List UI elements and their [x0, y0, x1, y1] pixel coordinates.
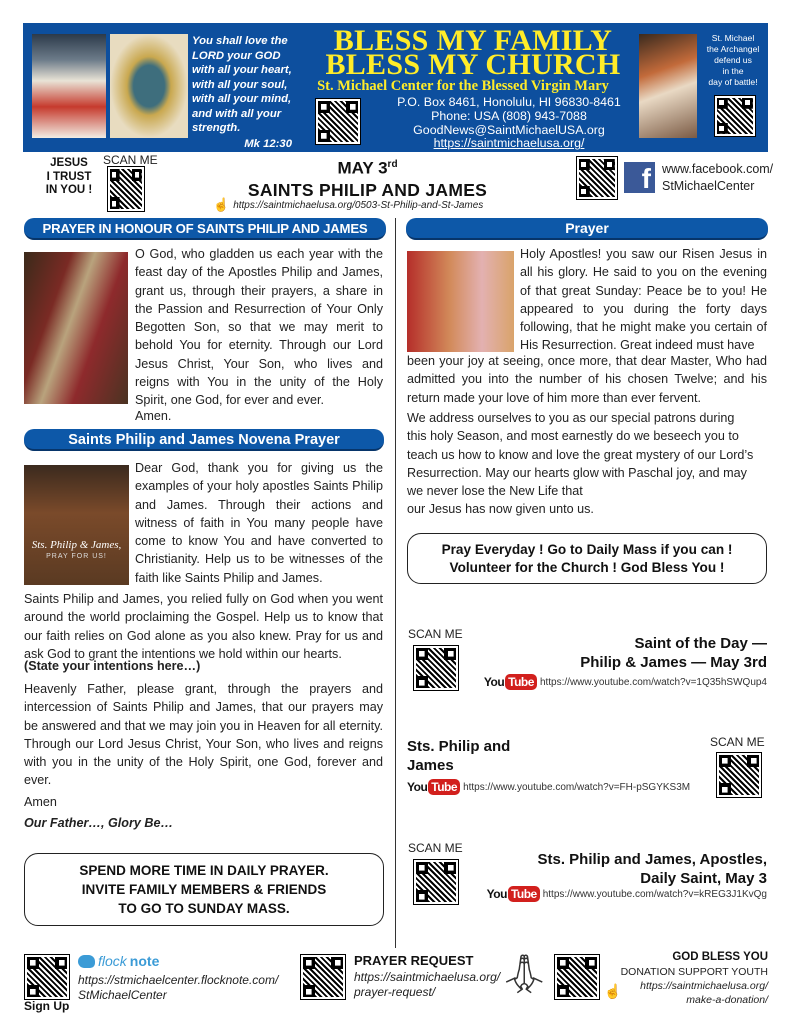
- michael-line: in the: [722, 66, 744, 76]
- daily-prayer-callout: [24, 853, 384, 926]
- video-url-link[interactable]: https://www.youtube.com/watch?v=kREG3J1KvQg: [542, 888, 767, 900]
- callout-line: TO GO TO SUNDAY MASS.: [118, 901, 290, 916]
- pointing-hand-icon: ☝: [213, 197, 230, 212]
- scan-me-label: SCAN ME: [408, 841, 463, 855]
- verse-line: with all your soul,: [192, 78, 288, 91]
- donation-url-line: https://saintmichaelusa.org/: [640, 980, 768, 992]
- date-text: MAY 3: [337, 158, 388, 178]
- address: P.O. Box 8461, Honolulu, HI 96830-8461: [397, 95, 621, 109]
- qr-code-icon[interactable]: [414, 860, 458, 904]
- prayer-request-link[interactable]: [354, 970, 500, 1000]
- scan-me-label: SCAN ME: [710, 735, 765, 749]
- st-michael-prayer: [701, 33, 765, 88]
- donation-subtitle: DONATION SUPPORT YOUTH: [620, 966, 768, 978]
- column-divider: [395, 218, 396, 948]
- section-title-novena: Saints Philip and James Novena Prayer: [24, 429, 384, 451]
- donation-link[interactable]: [640, 979, 768, 1007]
- flocknote-icon: [78, 955, 95, 968]
- novena-text-2: Saints Philip and James, you relied fully on God when you went around the world proclaiming the Gospel. Help us to know that our faith relies on God alone as you also knew. Pray for us and ask God to grant the intentions we hold within our hearts.: [24, 592, 383, 661]
- feast-date: [225, 155, 510, 179]
- amen-text: Amen: [24, 795, 57, 809]
- verse-line: and with all your: [192, 107, 282, 120]
- section-title-prayer-in-honour: PRAYER IN HONOUR OF SAINTS PHILIP AND JAMES: [24, 218, 386, 240]
- michael-line: St. Michael: [711, 33, 755, 43]
- divine-mercy-image: [32, 34, 106, 138]
- email-link[interactable]: GoodNews@SaintMichaelUSA.org: [413, 122, 605, 137]
- prayer-request-title: PRAYER REQUEST: [354, 953, 474, 968]
- callout-line: SPEND MORE TIME IN DAILY PRAYER.: [79, 863, 329, 878]
- video-title-line: Saint of the Day —: [634, 635, 767, 652]
- video-link-row[interactable]: [484, 674, 767, 690]
- video-title-line: Daily Saint, May 3: [640, 870, 767, 887]
- video-link-row[interactable]: [407, 779, 690, 795]
- feast-url-link[interactable]: https://saintmichaelusa.org/0503-St-Philip-and-St-James: [233, 199, 484, 211]
- st-michael-image: [639, 34, 697, 138]
- youtube-icon: [487, 886, 540, 902]
- video-title: [470, 634, 767, 672]
- contact-info: [363, 96, 655, 151]
- video-title: [470, 850, 767, 888]
- michael-line: day of battle!: [708, 77, 758, 87]
- title-line-1: BLESS MY FAMILY: [333, 24, 613, 57]
- prayer-text-2: been your joy at seeing, once more, that dear Master, Who had admitted you into the number of his chosen Twelve; and his return made your love of him more than ever fervent.: [407, 354, 767, 405]
- flocknote-name-b: note: [129, 953, 160, 969]
- scan-me-label: SCAN ME: [408, 627, 463, 641]
- facebook-url-line: StMichaelCenter: [662, 179, 755, 193]
- pointing-hand-icon: ☝: [604, 983, 622, 999]
- video-title: [407, 737, 567, 775]
- image-caption: Sts. Philip & James,: [31, 539, 122, 551]
- flocknote-url-line: https://stmichaelcenter.flocknote.com/: [78, 973, 279, 987]
- youtube-icon: [407, 779, 460, 795]
- video-url-link[interactable]: https://www.youtube.com/watch?v=FH-pSGYKS3M: [463, 781, 691, 793]
- saints-painting-image: [24, 252, 128, 404]
- qr-code-icon[interactable]: [25, 955, 69, 999]
- youtube-you: You: [407, 780, 428, 794]
- phone: Phone: USA (808) 943-7088: [431, 108, 587, 123]
- prayer-line: we never lose the New Life that: [407, 484, 583, 499]
- callout-line: INVITE FAMILY MEMBERS & FRIENDS: [81, 882, 327, 897]
- jesus-line: IN YOU !: [45, 184, 93, 196]
- qr-code-icon[interactable]: [717, 753, 761, 797]
- section-title-prayer: Prayer: [406, 218, 768, 240]
- novena-text-1: Dear God, thank you for giving us the examples of your holy apostles Saints Philip and James. Through their actions and witness of faith in You many people have come to know You and have converted to Christianity. Help us to be witnesses of the faith like Saints Philip and James.: [135, 461, 383, 585]
- sign-up-label: Sign Up: [24, 999, 70, 1013]
- verse-line: strength.: [192, 122, 241, 134]
- flocknote-name-a: flock: [98, 953, 127, 969]
- praying-hands-icon: 🙏︎: [500, 954, 549, 996]
- prayer-text-3: [407, 409, 777, 519]
- jesus-line: I TRUST: [46, 170, 92, 183]
- saints-icon-image: [24, 465, 129, 585]
- donation-url-line: make-a-donation/: [686, 994, 768, 1006]
- intentions-line: (State your intentions here…): [24, 659, 201, 673]
- date-suffix: rd: [387, 159, 398, 170]
- our-lady-of-guadalupe-image: [110, 34, 188, 138]
- prayer-text-1: Holy Apostles! you saw our Risen Jesus in all his glory. He said to you on the evening of that great Sunday: Peace be to you! He appeared to you during the forty days following, that he might make you certain of His Resurrection. Great indeed must have: [520, 247, 767, 353]
- video-title-line: Philip & James — May 3rd: [580, 654, 767, 671]
- youtube-tube: Tube: [505, 674, 537, 690]
- verse-line: with all your mind,: [192, 93, 292, 105]
- qr-code-icon[interactable]: [715, 96, 755, 136]
- jesus-line: JESUS: [50, 157, 88, 169]
- verse-reference: Mk 12:30: [244, 137, 292, 150]
- header-banner: [23, 23, 768, 152]
- video-title-line: Sts. Philip and: [407, 738, 511, 755]
- video-link-row[interactable]: [487, 886, 767, 902]
- title-line-2: BLESS MY CHURCH: [325, 48, 621, 81]
- website-link[interactable]: https://saintmichaelusa.org/: [433, 136, 585, 151]
- youtube-you: You: [486, 887, 507, 901]
- feast-name: SAINTS PHILIP AND JAMES: [247, 179, 488, 200]
- qr-code-icon[interactable]: [414, 646, 458, 690]
- qr-code-icon[interactable]: [555, 955, 599, 999]
- novena-text-3: Heavenly Father, please grant, through the prayers and intercession of Saints Philip and James, that our prayers may be answered and that we may join you in Heaven for all eternity. Through our Lord Jesus Christ, Your Son, who lives and reigns with you in the unity of the Holy Spirit, one God, forever and ever.: [24, 682, 383, 788]
- video-title-line: Sts. Philip and James, Apostles,: [537, 851, 767, 868]
- god-bless-you-title: GOD BLESS YOU: [672, 951, 768, 963]
- closing-prayers: Our Father…, Glory Be…: [24, 816, 174, 830]
- youtube-you: You: [483, 675, 505, 689]
- organization-name: St. Michael Center for the Blessed Virgin Mary: [317, 78, 609, 94]
- prayer-line: our Jesus has now given unto us.: [407, 502, 594, 517]
- prayer-line: teach us how to know and love the great mystery of our Lord’s: [407, 447, 754, 462]
- michael-line: the Archangel: [706, 44, 760, 54]
- facebook-url-line: www.facebook.com/: [662, 162, 774, 176]
- qr-code-icon[interactable]: [301, 955, 345, 999]
- video-url-link[interactable]: https://www.youtube.com/watch?v=1Q35hSWQup4: [539, 676, 767, 688]
- facebook-link[interactable]: [662, 161, 773, 195]
- prayer-line: this holy Season, and most earnestly do we beseech you to: [407, 429, 739, 444]
- flocknote-url-line: StMichaelCenter: [78, 988, 167, 1002]
- image-caption-sub: PRAY FOR US!: [46, 553, 107, 560]
- jesus-i-trust-in-you: [38, 157, 100, 198]
- callout-line: Pray Everyday ! Go to Daily Mass if you can !: [441, 542, 733, 557]
- scan-me-label: SCAN ME: [103, 153, 158, 167]
- feast-url-row[interactable]: [213, 197, 483, 213]
- amen-text: Amen.: [135, 409, 172, 423]
- verse-line: with all your heart,: [192, 64, 292, 76]
- callout-line: Volunteer for the Church ! God Bless You !: [449, 560, 725, 575]
- feast-header: [225, 155, 510, 201]
- video-title-line: James: [407, 757, 454, 774]
- qr-code-icon[interactable]: [577, 157, 617, 199]
- apostles-icon-image: [407, 251, 514, 352]
- prayer-url-line: prayer-request/: [354, 985, 436, 999]
- prayer-honour-text: O God, who gladden us each year with the feast day of the Apostles Philip and James, grant us, through their prayers, a share in the Passion and Resurrection of Your Only Begotten Son, so that we may merit to behold You for eternity. Through our Lord Jesus Christ, Your Son, who lives and reigns with You in the unity of the Holy Spirit, one God, for ever and ever.: [135, 247, 383, 408]
- flocknote-link[interactable]: [78, 973, 278, 1003]
- facebook-icon[interactable]: f: [624, 162, 655, 193]
- youtube-icon: [484, 674, 537, 690]
- verse-line: LORD your GOD: [192, 49, 281, 62]
- michael-line: defend us: [714, 55, 752, 65]
- pray-everyday-callout: [407, 533, 767, 584]
- flocknote-logo: [78, 953, 159, 969]
- prayer-line: Resurrection. May our hearts glow with Paschal joy, and may: [407, 465, 747, 480]
- prayer-url-line: https://saintmichaelusa.org/: [354, 970, 501, 984]
- qr-code-icon[interactable]: [108, 167, 144, 211]
- verse-line: You shall love the: [192, 35, 288, 47]
- youtube-tube: Tube: [508, 886, 540, 902]
- qr-code-icon[interactable]: [316, 99, 360, 144]
- youtube-tube: Tube: [428, 779, 460, 795]
- prayer-line: We address ourselves to you as our special patrons during: [407, 411, 735, 425]
